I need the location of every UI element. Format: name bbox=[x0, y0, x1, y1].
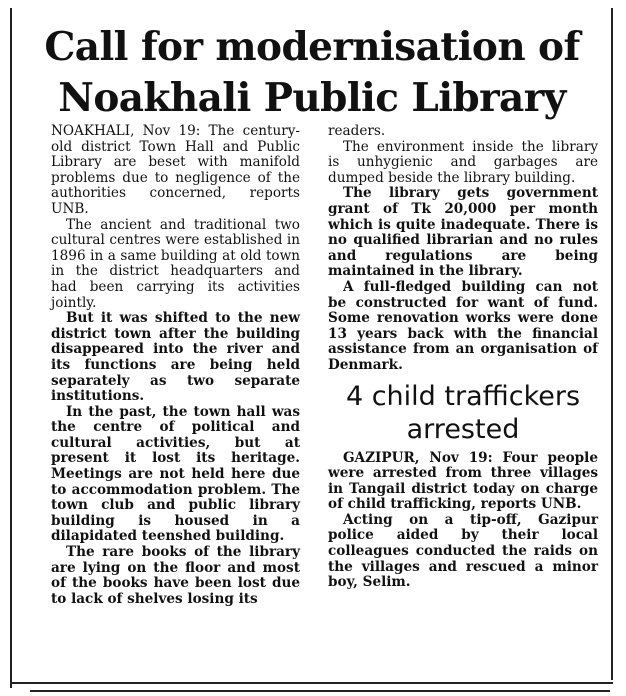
article-right-column bbox=[328, 124, 598, 591]
second-paragraph-dateline: GAZIPUR, Nov 19: Four people were arrested from three villages in Tangail district today on charge of child trafficking, reports UNB. bbox=[328, 449, 598, 513]
paragraph-readers: readers. bbox=[328, 123, 386, 139]
right-border-rule bbox=[611, 8, 613, 680]
bottom-border-rule-2 bbox=[30, 690, 610, 692]
main-headline-line-1: Call for modernisation of bbox=[44, 24, 580, 70]
bottom-border-rule bbox=[10, 682, 613, 684]
paragraph-grant: The library gets government grant of Tk 20,000 per month which is quite inadequate. There is no qualified librarian and no rules and regulations are being maintained in the library. bbox=[328, 185, 598, 280]
paragraph-building: A full-fledged building can not be constructed for want of fund. Some renovation works were done 13 years back with the financial assistance from an organisation of Denmark. bbox=[328, 278, 598, 373]
main-headline bbox=[14, 22, 610, 124]
second-headline-line-2: arrested bbox=[406, 413, 520, 445]
paragraph-rare-books: The rare books of the library are lying on the floor and most of the books have been lost due to lack of shelves losing its bbox=[51, 544, 300, 607]
paragraph-environment: The environment inside the library is unhygienic and garbages are dumped beside the library building. bbox=[328, 138, 598, 186]
second-headline bbox=[328, 380, 598, 446]
second-headline-line-1: 4 child traffickers bbox=[345, 380, 581, 412]
paragraph-shift: But it was shifted to the new district town after the building disappeared into the river and its functions are being held separately as two separate institutions. bbox=[51, 310, 300, 405]
paragraph-history: The ancient and traditional two cultural centres were established in 1896 in a same building at old town in the district headquarters and had been carrying its activities jointly. bbox=[51, 216, 300, 311]
article-left-column bbox=[51, 124, 300, 607]
second-paragraph-raid: Acting on a tip-off, Gazipur police aided by their local colleagues conducted the raids on the villages and rescued a minor boy, Selim. bbox=[328, 511, 598, 591]
paragraph-past: In the past, the town hall was the centre of political and cultural activities, but at present it lost its heritage. Meetings are not held here due to accommodation problem. The town club and public library building is housed in a dilapidated teenshed building. bbox=[51, 403, 300, 545]
paragraph-dateline: NOAKHALI, Nov 19: The century-old district Town Hall and Public Library are beset with manifold problems due to negligence of the authorities concerned, reports UNB. bbox=[51, 123, 300, 217]
main-headline-line-2: Noakhali Public Library bbox=[58, 75, 566, 121]
left-column-rule bbox=[10, 8, 12, 688]
